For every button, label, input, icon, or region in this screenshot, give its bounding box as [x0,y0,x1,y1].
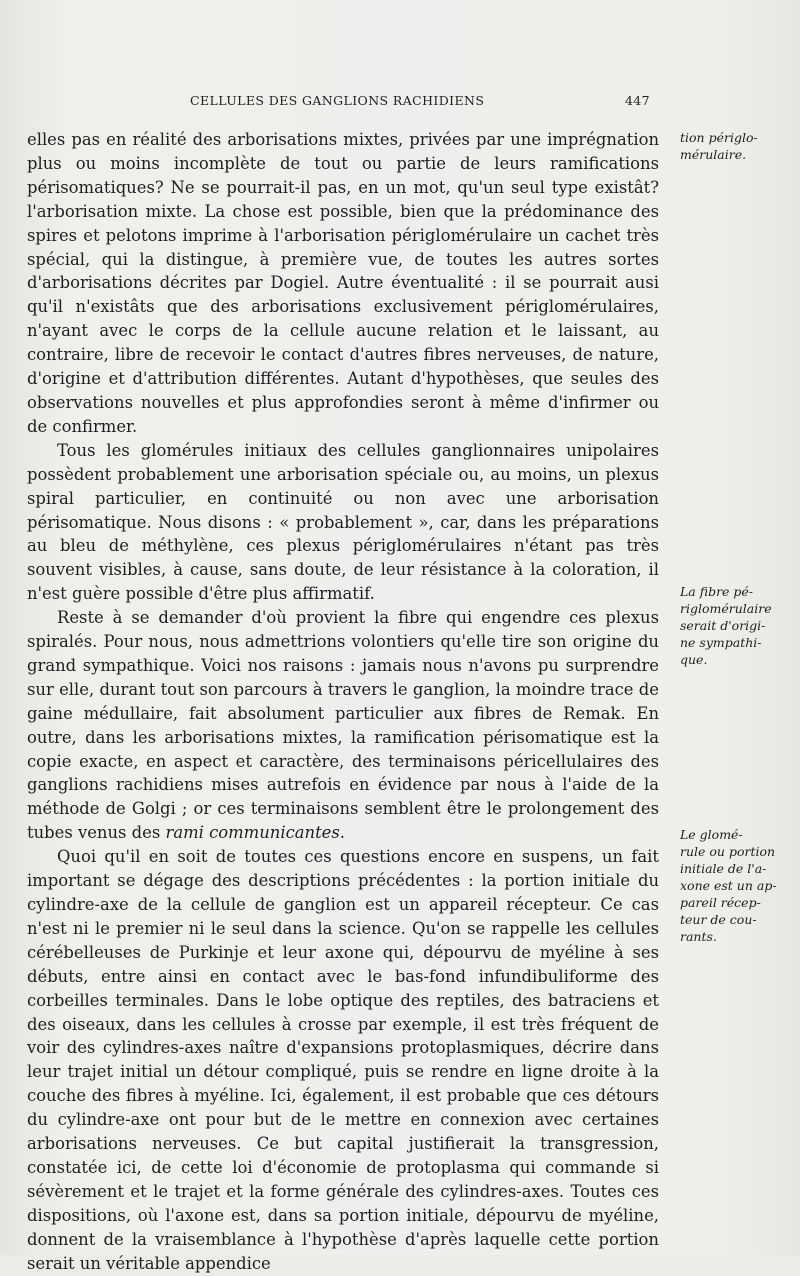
margin-note-line: La fibre pé- [680,584,754,599]
margin-note-line: tion périglo- [680,130,758,145]
margin-note-line: mérulaire. [680,147,747,162]
margin-note-receptor [680,826,786,945]
margin-note-line: rants. [680,929,717,944]
margin-note-line: que. [680,652,708,667]
margin-note-line: initiale de l'a- [680,861,767,876]
running-title: CELLULES DES GANGLIONS RACHIDIENS [190,93,485,108]
margin-note-line: ne sympathi- [680,635,762,650]
paragraph-receptor: Quoi qu'il en soit de toutes ces questions encore en suspens, un fait important se dégage des descriptions précédentes : la portion initiale du cylindre-axe de la cellule de ganglion est un appareil récepteur. Ce cas n'est ni le premier ni le seul dans la science. Qu'on se rappelle les cellules cérébelleuses de Purkinje et leur axone qui, dépourvu de myéline à ses débuts, entre ainsi en contact avec le bas-fond infundibuliforme des corbeilles terminales. Dans le lobe optique des reptiles, des batraciens et des oiseaux, dans les cellules à crosse par exemple, il est très fréquent de voir des cylindres-axes naître d'expansions protoplasmiques, décrire dans leur trajet initial un détour compliqué, puis se rendre en ligne droite à la couche des fibres à myéline. Ici, également, il est probable que ces détours du cylindre-axe ont pour but de le mettre en connexion avec certaines arborisations nerveuses. Ce but capital justifierait la transgression, constatée ici, de cette loi d'économie de protoplasma qui commande si sévèrement et le trajet et la forme générale des cylindres-axes. Toutes ces dispositions, où l'axone est, dans sa portion initiale, dépourvu de myéline, donnent de la vraisemblance à l'hypothèse d'après laquelle cette portion serait un véritable appendice [27,847,659,1273]
paragraph-origin-fibre [27,606,659,845]
margin-note-sympathetic [680,583,786,668]
margin-note-line: Le glomé- [680,827,743,842]
paragraph-end-punct: . [339,823,345,843]
margin-note-line: teur de cou- [680,912,757,927]
margin-note-line: riglomérulaire [680,601,772,616]
main-text [27,128,659,1276]
margin-note-line: pareil récep- [680,895,761,910]
paragraph-glomerules: Tous les glomérules initiaux des cellules ganglionnaires unipolaires possèdent probablement une arborisation spéciale ou, au moins, un plexus spiral particulier, en continuité ou non avec une arborisation périsomatique. Nous disons : « probablement », car, dans les préparations au bleu de méthylène, ces plexus périglomérulaires n'étant pas très souvent visibles, à cause, sans doute, de leur résistance à la coloration, il n'est guère possible d'être plus affirmatif. [27,440,659,604]
paragraph-text: Reste à se demander d'où provient la fibre qui engendre ces plexus spiralés. Pour nous, nous admettrions volontiers qu'elle tire son origine du grand sympathique. Voici nos raisons : jamais nous n'avons pu surprendre sur elle, durant tout son parcours à travers le ganglion, la moindre trace de gaine médullaire, fait absolument particulier aux fibres de Remak. En outre, dans les arborisations mixtes, la ramification périsomatique est la copie exacte, en aspect et caractère, des terminaisons péricellulaires des ganglions rachidiens mises autrefois en évidence par nous à l'aide de la méthode de Golgi ; or ces terminaisons semblent être le prolongement des tubes venus des [27,608,659,843]
margin-note-perglomerular [680,129,786,163]
paragraph-continued: elles pas en réalité des arborisations mixtes, privées par une imprégnation plus ou moins incomplète de tout ou partie de leurs ramifications périsomatiques? Ne se pourrait-il pas, en un mot, qu'un seul type existât? l'arborisation mixte. La chose est possible, bien que la prédominance des spires et pelotons imprime à l'arborisation périglomérulaire un cachet très spécial, qui la distingue, à première vue, de toutes les autres sortes d'arborisations décrites par Dogiel. Autre éventualité : il se pourrait ausi qu'il n'existâts que des arborisations exclusivement périglomérulaires, n'ayant avec le corps de la cellule aucune relation et le laissant, au contraire, libre de recevoir le contact d'autres fibres nerveuses, de nature, d'origine et d'attribution différentes. Autant d'hypothèses, que seules des observations nouvelles et plus approfondies seront à même d'infirmer ou de confirmer. [27,130,659,436]
margin-note-line: xone est un ap- [680,878,777,893]
margin-note-line: rule ou portion [680,844,776,859]
page-number: 447 [624,93,650,108]
margin-note-line: serait d'origi- [680,618,766,633]
italic-term: rami communicantes [165,823,340,843]
